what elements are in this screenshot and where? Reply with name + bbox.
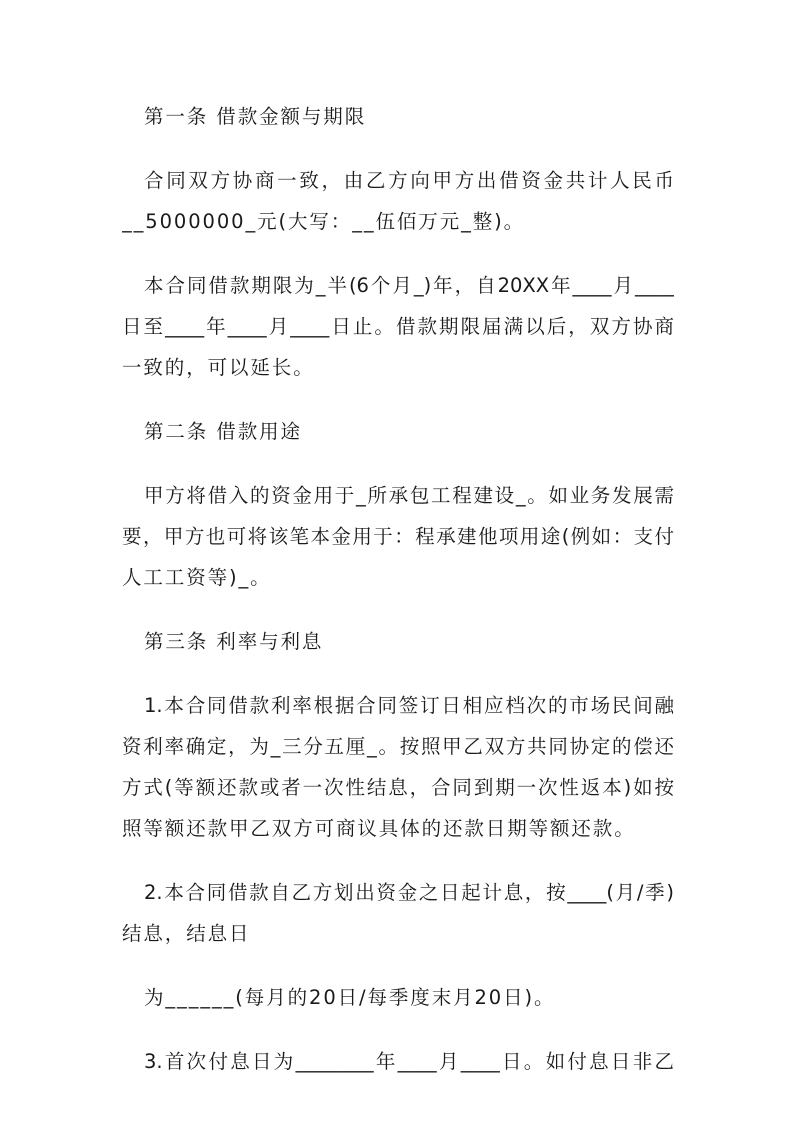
article-3-item-1-line-2: 资利率确定，为_三分五厘_。按照甲乙双方共同协定的偿还 [122,735,674,758]
article-2-paragraph-1-line-3: 人工工资等)_。 [122,566,272,589]
article-3-item-3-line-1: 3.首次付息日为________年____月____日。如付息日非乙 [144,1050,674,1073]
article-3-item-1-line-3: 方式(等额还款或者一次性结息，合同到期一次性返本)如按 [122,776,674,799]
contract-page [122,96,674,1082]
article-3-item-1-line-1: 1.本合同借款利率根据合同签订日相应档次的市场民间融 [144,694,674,717]
article-3-item-1-line-4: 照等额还款甲乙双方可商议具体的还款日期等额还款。 [122,817,636,840]
article-1-paragraph-2-line-1: 本合同借款期限为_半(6个月_)年，自20XX年____月____ [144,274,674,297]
article-3-item-2-line-1: 2.本合同借款自乙方划出资金之日起计息，按____(月/季) [144,881,674,904]
article-1-paragraph-1-line-2: __5000000_元(大写：__伍佰万元_整)。 [122,210,526,233]
article-2-heading: 第二条 借款用途 [144,420,302,443]
article-1-paragraph-1-line-1: 合同双方协商一致，由乙方向甲方出借资金共计人民币 [144,169,674,192]
article-1-heading: 第一条 借款金额与期限 [144,105,367,128]
article-3-heading: 第三条 利率与利息 [144,630,324,653]
article-1-paragraph-2-line-3: 一致的，可以延长。 [122,356,315,379]
article-2-paragraph-1-line-2: 要，甲方也可将该笔本金用于：程承建他项用途(例如：支付 [122,525,674,548]
article-1-paragraph-2-line-2: 日至____年____月____日止。借款期限届满以后，双方协商 [122,315,674,338]
article-3-item-2-line-2: 结息，结息日 [122,922,251,945]
article-3-item-2-line-3: 为______(每月的20日/每季度末月20日)。 [144,986,556,1009]
article-2-paragraph-1-line-1: 甲方将借入的资金用于_所承包工程建设_。如业务发展需 [144,484,674,507]
